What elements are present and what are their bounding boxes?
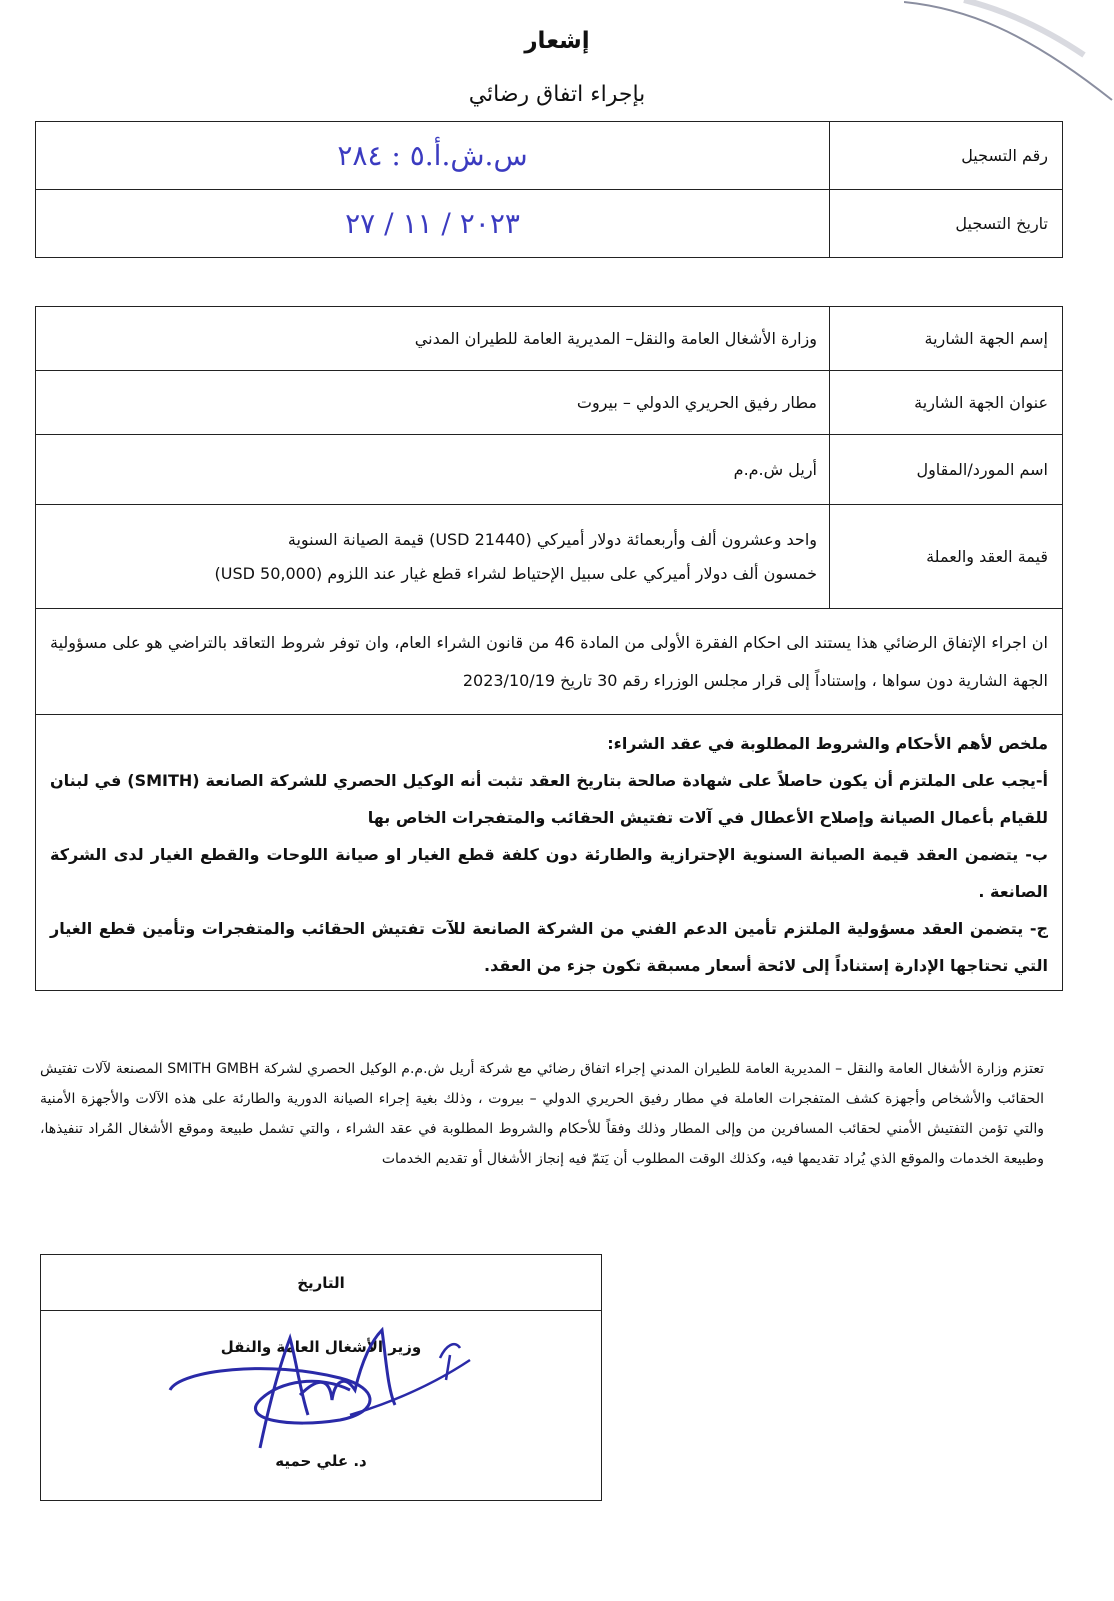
terms-item-b: ب- يتضمن العقد قيمة الصيانة السنوية الإحترازية والطارئة دون كلفة قطع الغيار او صيانة اللوحات والقطع الغيار لدى الشركة الصانعة .: [50, 845, 1048, 901]
minister-title: وزير الأشغال العامة والنقل: [220, 1338, 422, 1356]
terms-cell: [36, 715, 1063, 991]
terms-heading: ملخص لأهم الأحكام والشروط المطلوبة في عقد الشراء:: [607, 734, 1048, 753]
registration-number-label: رقم التسجيل: [830, 122, 1063, 190]
registration-date-row: [36, 190, 1063, 258]
buyer-name-label: إسم الجهة الشارية: [830, 307, 1063, 371]
terms-item-a: أ-يجب على الملتزم أن يكون حاصلاً على شهادة صالحة بتاريخ العقد تثبت أنه الوكيل الحصري للشركة الصانعة (SMITH) في لبنان للقيام بأعمال الصيانة وإصلاح الأعطال في آلات تفتيش الحقائب والمتفجرات الخاص بها: [50, 771, 1048, 827]
registration-date-value: ٢٠٢٣ / ١١ / ٢٧: [36, 190, 830, 258]
contract-details-table: [35, 306, 1063, 991]
intent-paragraph: تعتزم وزارة الأشغال العامة والنقل – المديرية العامة للطيران المدني إجراء اتفاق رضائي مع شركة أريل ش.م.م الوكيل الحصري لشركة SMITH GMBH المصنعة لآلات تفتيش الحقائب والأشخاص وأجهزة كشف المتفجرات العاملة في مطار رفيق الحريري الدولي – بيروت ، وذلك بغية إجراء الصيانة الدورية والطارئة على هذه الآلات والأجهزة الأمنية والتي تؤمن التفتيش الأمني لحقائب المسافرين من وإلى المطار وذلك وفقاً للأحكام والشروط المطلوبة في عقد الشراء ، والتي تشمل طبيعة وموقع الأشغال المُراد تنفيذها، وطبيعة الخدمات والموقع الذي يُراد تقديمها فيه، وكذلك الوقت المطلوب أن يَتمّ فيه إنجاز الأشغال أو تقديم الخدمات: [40, 1061, 1044, 1167]
document-subtitle: بإجراء اتفاق رضائي: [468, 82, 646, 107]
signature-date-row: [41, 1255, 602, 1311]
registration-number-value: س.ش.أ.٥ : ٢٨٤: [36, 122, 830, 190]
buyer-address-label: عنوان الجهة الشارية: [830, 371, 1063, 435]
contract-value-cell: [36, 505, 830, 609]
terms-item-c: ج- يتضمن العقد مسؤولية الملتزم تأمين الدعم الفني من الشركة الصانعة للآت تفتيش الحقائب والمتفجرات وتأمين قطع الغيار التي تحتاجها الإدارة إستناداً إلى لائحة أسعار مسبقة تكون جزء من العقد.: [50, 919, 1048, 975]
contract-value-line-2: خمسون ألف دولار أميركي على سبيل الإحتياط لشراء قطع غيار عند اللزوم (USD 50,000): [214, 563, 817, 583]
supplier-row: [36, 435, 1063, 505]
buyer-name-value: وزارة الأشغال العامة والنقل– المديرية العامة للطيران المدني: [36, 307, 830, 371]
registration-date-label: تاريخ التسجيل: [830, 190, 1063, 258]
buyer-address-value: مطار رفيق الحريري الدولي – بيروت: [36, 371, 830, 435]
terms-row: [36, 715, 1063, 991]
contract-value-label: قيمة العقد والعملة: [830, 505, 1063, 609]
buyer-name-row: [36, 307, 1063, 371]
contract-value-line-1: واحد وعشرون ألف وأربعمائة دولار أميركي (USD 21440) قيمة الصيانة السنوية: [287, 529, 817, 549]
legal-basis-text: ان اجراء الإتفاق الرضائي هذا يستند الى احكام الفقرة الأولى من المادة 46 من قانون الشراء العام، وان توفر شروط التعاقد بالتراضي هو على مسؤولية الجهة الشارية دون سواها ، وإستناداً إلى قرار مجلس الوزراء رقم 30 تاريخ 2023/10/19: [36, 609, 1063, 715]
supplier-value: أريل ش.م.م: [36, 435, 830, 505]
contract-value-row: [36, 505, 1063, 609]
legal-basis-row: [36, 609, 1063, 715]
signature-date-label: التاريخ: [41, 1255, 602, 1311]
minister-name: د. علي حميه: [275, 1452, 367, 1470]
handwritten-signature: [150, 1320, 480, 1480]
registration-table: [35, 121, 1063, 258]
registration-number-row: [36, 122, 1063, 190]
buyer-address-row: [36, 371, 1063, 435]
document-title: إشعار: [524, 28, 590, 54]
supplier-label: اسم المورد/المقاول: [830, 435, 1063, 505]
